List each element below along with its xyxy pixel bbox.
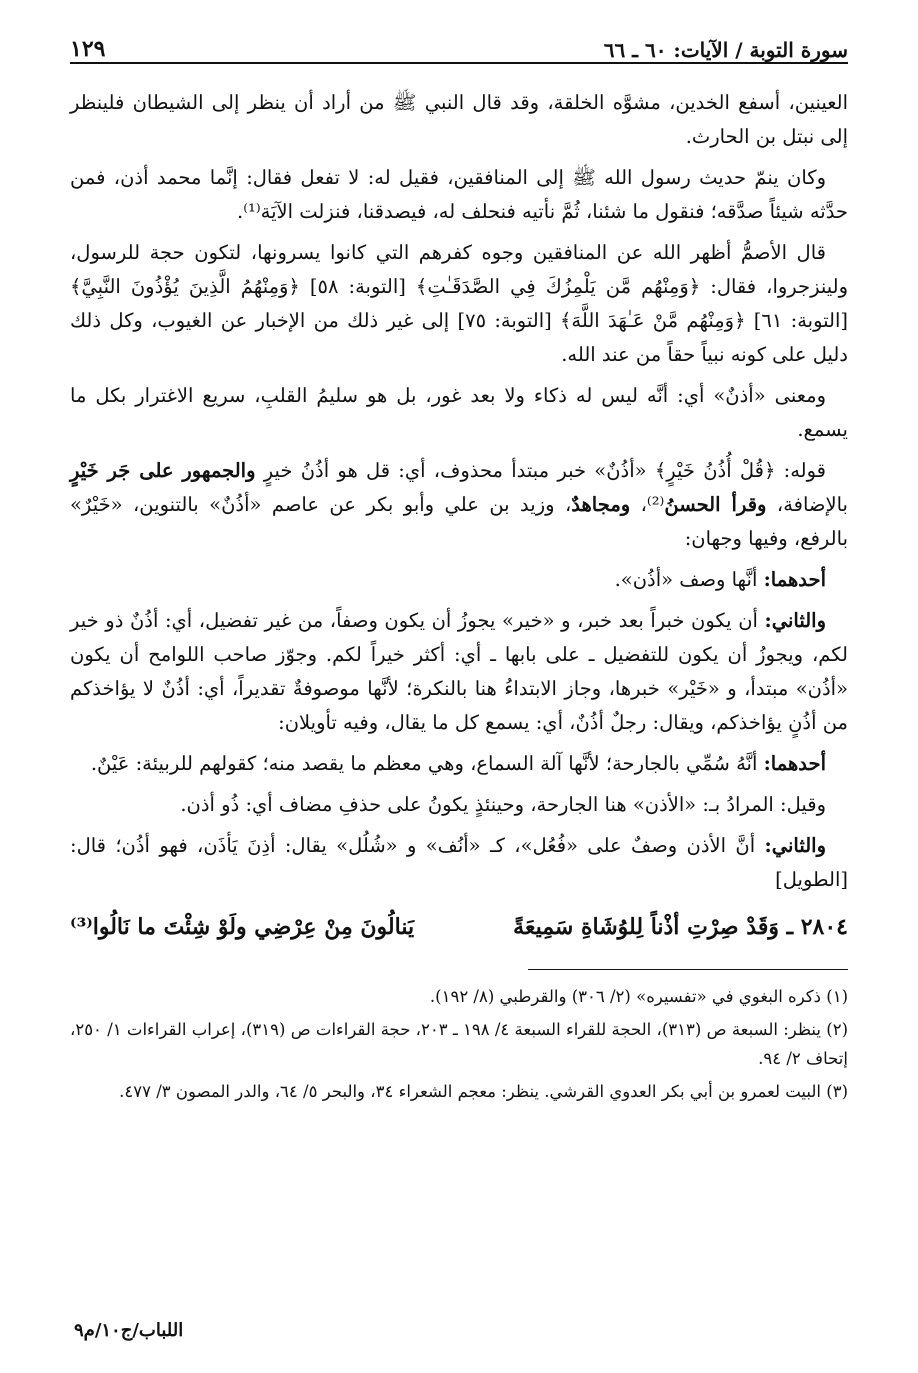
p7-text: أن يكون خبراً بعد خبر، و «خير» يجوزُ أن يكون وصفاً، من غير تفضيل، أي: أذُنٌ ذو خير لكم، ويجوزُ أن يكون للتفضيل ـ على بابها ـ أي: أكثر خيراً لكم. وجوّز صاحب اللوامح أن يكون «أذُن» مبتدأ، و «خَيْر» خبرها، وجاز الابتداءُ هنا بالنكرة؛ لأنَّها موصوفةٌ تقديراً، أي: أذُنٌ لا يؤاخذكم من أذُنٍ يؤاخذكم، ويقال: رجلٌ أذُنٌ، أي: يسمع كل ما يقال، وفيه تأويلان:: [70, 609, 848, 734]
verse-first-hemistich: ٢٨٠٤ ـ وَقَدْ صِرْتِ أذْناً لِلوُشَاةِ سَمِيعَةً: [513, 914, 848, 940]
p5-bold-1: والجمهور على جَر خَيْرٍ: [70, 459, 256, 482]
paragraph-5: [70, 454, 848, 556]
paragraph-7: [70, 604, 848, 740]
running-header: [70, 28, 848, 64]
footnote-divider: [528, 969, 848, 970]
footnote-1: (١) ذكره البغوي في «تفسيره» (٢/ ٣٠٦) والقرطبي (٨/ ١٩٢).: [429, 987, 848, 1006]
p5-bold-2: وقرأ الحسنُ: [664, 493, 767, 516]
body-text: [70, 86, 848, 897]
p5-text-d: ⁽²⁾،: [630, 493, 665, 516]
p8-label: أحدهما:: [763, 752, 826, 775]
p6-text: أنَّها وصف «أذُن».: [614, 568, 764, 591]
poetry-verse: [70, 909, 848, 945]
p7-label: والثاني:: [764, 609, 826, 632]
p10-label: والثاني:: [764, 834, 826, 857]
paragraph-2: وكان ينمّ حديث رسول الله ﷺ إلى المنافقين، فقيل له: لا تفعل فقال: إنَّما محمد أذن، فمن حدَّثه شيئاً صدَّقه؛ فنقول ما شئنا، ثُمَّ نأتيه فنحلف له، فيصدقنا، فنزلت الآيَة⁽¹⁾.: [70, 166, 848, 223]
paragraph-4: ومعنى «أذنٌ» أي: أنَّه ليس له ذكاء ولا بعد غور، بل هو سليمُ القلبِ، سريع الاغترار بكل ما يسمع.: [70, 384, 848, 441]
signature-mark: اللباب/ج١٠/م٩: [74, 1320, 184, 1341]
footnotes: [70, 982, 848, 1106]
p8-text: أنَّهُ سُمِّي بالجارحة؛ لأنَّها آلة السماع، وهي معظم ما يقصد منه؛ كقولهم للربيئة: عَيْنٌ.: [90, 752, 764, 775]
paragraph-6: [70, 563, 848, 597]
paragraph-9: وقيل: المرادُ بـ: «الأذن» هنا الجارحة، وحينئذٍ يكونُ على حذفِ مضاف أي: ذُو أذن.: [180, 793, 826, 816]
paragraph-8: [70, 747, 848, 781]
header-title: سورة التوبة / الآيات: ٦٠ ـ ٦٦: [603, 38, 848, 62]
paragraph-1: العينين، أسفع الخدين، مشوَّه الخلقة، وقد قال النبي ﷺ من أراد أن ينظر إلى الشيطان فلينظر إلى نبتل بن الحارث.: [70, 91, 848, 148]
p5-text-e: ، وزيد بن علي وأبو بكر عن عاصم «أذُنٌ» بالتنوين، «خَيْرٌ» بالرفع، وفيها وجهان:: [70, 493, 848, 550]
p5-text-a: قوله: ﴿قُلْ أُذُنُ خَيْرٍ﴾ «أذُنٌ» خبر مبتدأ محذوف، أي: قل هو أذُنُ خيرٍ: [255, 459, 827, 482]
footnote-3: (٣) البيت لعمرو بن أبي بكر العدوي القرشي. ينظر: معجم الشعراء ٣٤، والبحر ٥/ ٦٤، والدر المصون ٣/ ٤٧٧.: [119, 1082, 848, 1101]
page-number: ١٢٩: [70, 36, 106, 62]
verse-second-hemistich: يَنالُونَ مِنْ عِرْضِي ولَوْ شِئْتَ ما نَالُوا⁽³⁾: [70, 914, 415, 940]
page: [70, 28, 848, 1110]
p5-bold-3: ومجاهدٌ: [571, 493, 631, 516]
paragraph-10: [70, 829, 848, 897]
p5-text-c: بالإضافة،: [766, 493, 848, 516]
p10-text: أنَّ الأذن وصفٌ على «فُعُل»، كـ «أنُف» و «شُلُل» يقال: أذِنَ يَأذَن، فهو أذُن؛ قال: [الطويل]: [70, 834, 848, 891]
paragraph-3: قال الأصمُّ أظهر الله عن المنافقين وجوه كفرهم التي كانوا يسرونها، لتكون حجة للرسول، ولينزجروا، فقال: ﴿وَمِنْهُم مَّن يَلْمِزُكَ فِي الصَّدَقَـٰتِ﴾ [التوبة: ٥٨] ﴿وَمِنْهُمُ الَّذِينَ يُؤْذُونَ النَّبِيَّ﴾ [التوبة: ٦١] ﴿وَمِنْهُم مَّنْ عَـٰهَدَ اللَّهَ﴾ [التوبة: ٧٥] إلى غير ذلك من الإخبار عن الغيوب، وكل ذلك دليل على كونه نبياً حقاً من عند الله.: [70, 241, 848, 366]
footnote-2: (٢) ينظر: السبعة ص (٣١٣)، الحجة للقراء السبعة ٤/ ١٩٨ ـ ٢٠٣، حجة القراءات ص (٣١٩)، إعراب القراءات ١/ ٢٥٠، إتحاف ٢/ ٩٤.: [70, 1020, 848, 1068]
p6-label: أحدهما:: [763, 568, 826, 591]
